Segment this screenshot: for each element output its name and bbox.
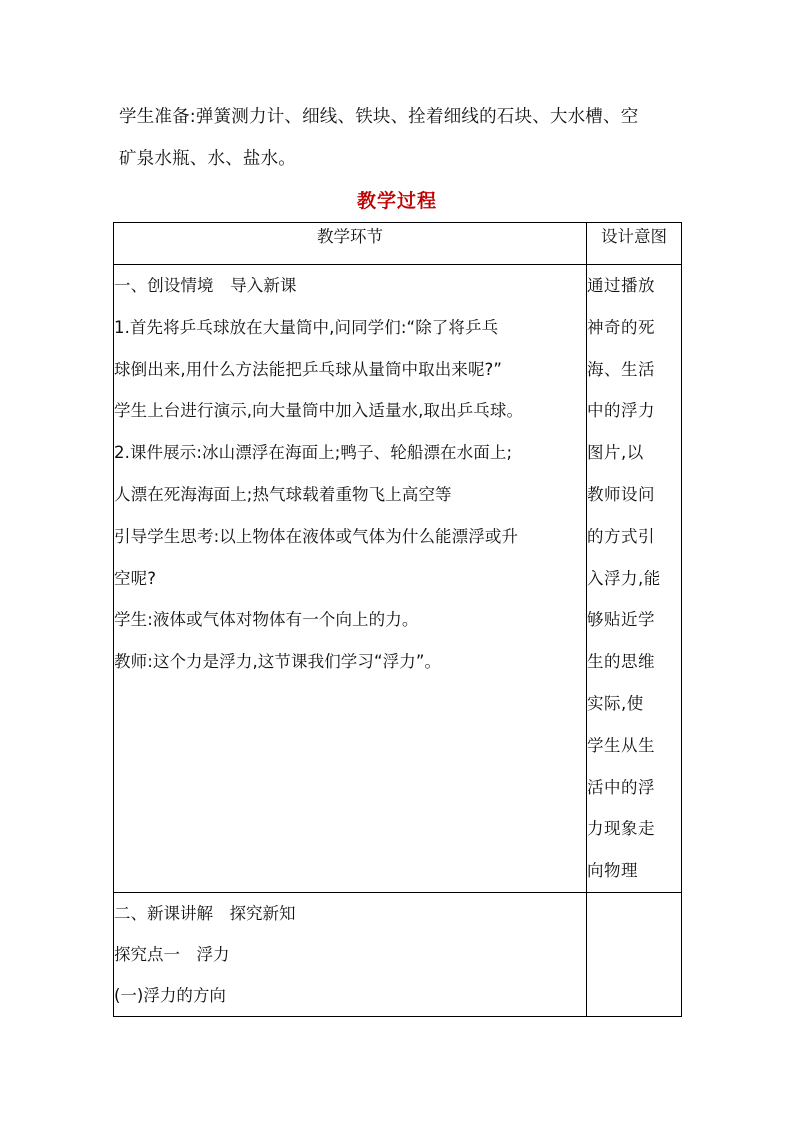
intro-paragraph xyxy=(119,96,679,180)
lesson-table xyxy=(113,222,682,1017)
table-header-row xyxy=(114,223,682,265)
content-line: 一、创设情境 导入新课 xyxy=(114,276,297,295)
intent-line: 通过播放 xyxy=(587,276,655,295)
teaching-content-cell xyxy=(114,892,587,1016)
content-line: 二、新课讲解 探究新知 xyxy=(114,903,296,923)
intent-line: 向物理 xyxy=(587,861,638,881)
content-line: 学生:液体或气体对物体有一个向上的力。 xyxy=(114,610,419,630)
content-line: 人漂在死海海面上;热气球载着重物飞上高空等 xyxy=(114,484,452,504)
intent-line: 的方式引 xyxy=(587,526,655,546)
content-line: 探究点一 浮力 xyxy=(114,944,230,964)
content-line: 引导学生思考:以上物体在液体或气体为什么能漂浮或升 xyxy=(114,526,519,546)
intent-line: 中的浮力 xyxy=(587,401,655,421)
section-title: 教学过程 xyxy=(356,190,437,212)
header-teaching-stage: 教学环节 xyxy=(114,223,587,265)
content-line: 学生上台进行演示,向大量筒中加入适量水,取出乒乓球。 xyxy=(114,401,524,421)
intent-line: 实际,使 xyxy=(587,693,644,713)
intro-line: 学生准备:弹簧测力计、细线、铁块、拴着细线的石块、大水槽、空 xyxy=(119,107,639,127)
content-line: 1.首先将乒乓球放在大量筒中,问同学们:“除了将乒乓 xyxy=(114,317,499,337)
intent-line: 学生从生 xyxy=(587,735,655,755)
intent-line: 神奇的死 xyxy=(587,317,655,337)
intent-line: 活中的浮 xyxy=(587,777,655,797)
intent-line: 海、生活 xyxy=(587,359,655,379)
design-intent-cell xyxy=(587,892,682,1016)
design-intent-cell xyxy=(587,265,682,893)
intent-line: 入浮力,能 xyxy=(587,568,661,588)
intent-line: 够贴近学 xyxy=(587,610,655,630)
intent-line: 图片,以 xyxy=(587,443,644,463)
content-line: 2.课件展示:冰山漂浮在海面上;鸭子、轮船漂在水面上; xyxy=(114,443,513,463)
header-design-intent: 设计意图 xyxy=(587,223,682,265)
intent-line: 教师设问 xyxy=(587,484,655,504)
intro-line: 矿泉水瓶、水、盐水。 xyxy=(119,149,296,169)
content-line: (一)浮力的方向 xyxy=(114,985,226,1005)
intent-line: 力现象走 xyxy=(587,819,655,839)
teaching-content-cell xyxy=(114,265,587,893)
content-line: 空呢? xyxy=(114,568,157,588)
table-row xyxy=(114,265,682,893)
intent-line: 生的思维 xyxy=(587,652,655,672)
table-row xyxy=(114,892,682,1016)
content-line: 教师:这个力是浮力,这节课我们学习“浮力”。 xyxy=(114,652,442,672)
content-line: 球倒出来,用什么方法能把乒乓球从量筒中取出来呢?” xyxy=(114,359,503,379)
